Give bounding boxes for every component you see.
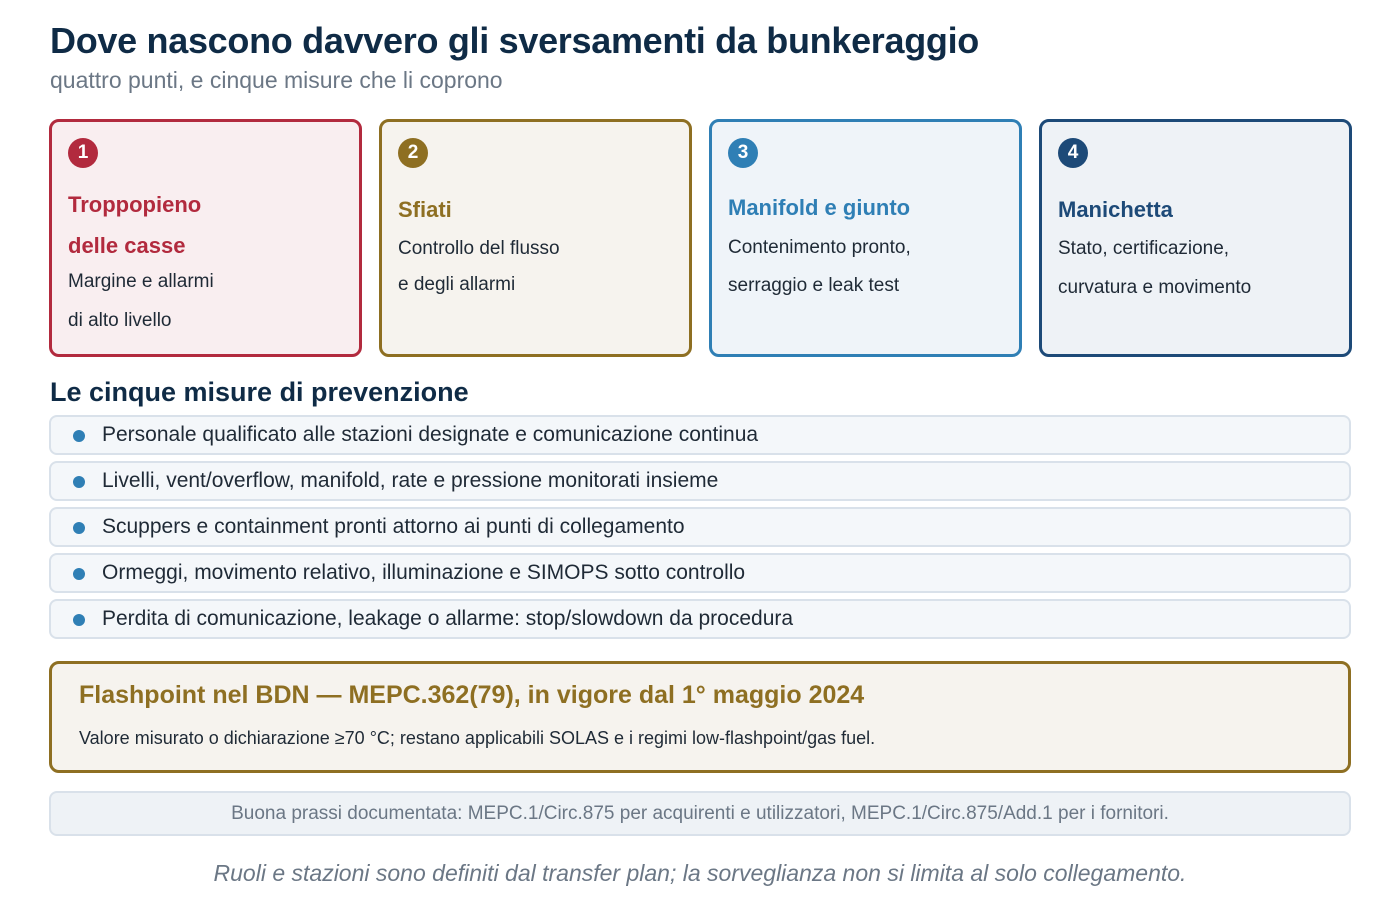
- list-item-text: Personale qualificato alle stazioni designate e comunicazione continua: [102, 423, 759, 446]
- card-text-line1: Contenimento pronto,: [728, 237, 911, 258]
- list-item-text: Ormeggi, movimento relativo, illuminazione e SIMOPS sotto controllo: [102, 561, 746, 584]
- footer-note: Ruoli e stazioni sono definiti dal transfer plan; la sorveglianza non si limita al solo collegamento.: [213, 860, 1187, 886]
- card-text-line1: Margine e allarmi: [68, 271, 214, 292]
- card-title-line1: Manifold e giunto: [728, 195, 911, 220]
- page-title: Dove nascono davvero gli sversamenti da bunkeraggio: [50, 20, 979, 61]
- list-item-text: Scuppers e containment pronti attorno ai punti di collegamento: [102, 515, 685, 538]
- list-item: [49, 461, 1351, 501]
- card-title: [68, 184, 201, 266]
- card-text: [398, 231, 560, 303]
- bullet-dot-icon: [73, 430, 85, 442]
- card-text: [68, 262, 214, 340]
- good-practice-note: Buona prassi documentata: MEPC.1/Circ.875 per acquirenti e utilizzatori, MEPC.1/Circ.875/Add.1 per i fornitori.: [49, 791, 1351, 836]
- card-number-badge: 2: [398, 138, 428, 168]
- card-title-line2: delle casse: [68, 233, 186, 258]
- list-item-text: Perdita di comunicazione, leakage o allarme: stop/slowdown da procedura: [102, 607, 794, 630]
- card-text-line2: serraggio e leak test: [728, 275, 900, 296]
- card-vents: [379, 119, 692, 357]
- card-text-line2: curvatura e movimento: [1058, 277, 1252, 298]
- bullet-dot-icon: [73, 522, 85, 534]
- card-number-badge: 1: [68, 138, 98, 168]
- card-text-line2: e degli allarmi: [398, 274, 516, 295]
- card-title-line1: Sfiati: [398, 197, 452, 222]
- list-item: [49, 553, 1351, 593]
- card-title-line1: Manichetta: [1058, 197, 1173, 222]
- card-tank-overflow: [49, 119, 362, 357]
- list-item: [49, 415, 1351, 455]
- card-title: [1058, 189, 1173, 230]
- card-text-line2: di alto livello: [68, 310, 172, 331]
- card-title-line1: Troppopieno: [68, 192, 202, 217]
- flashpoint-text: Valore misurato o dichiarazione ≥70 °C; restano applicabili SOLAS e i regimi low-flashpoint/gas fuel.: [79, 728, 876, 748]
- card-number-badge: 3: [728, 138, 758, 168]
- card-text: [1058, 229, 1251, 307]
- page-subtitle: quattro punti, e cinque misure che li coprono: [50, 67, 503, 93]
- bullet-dot-icon: [73, 476, 85, 488]
- card-text-line1: Controllo del flusso: [398, 238, 560, 259]
- card-title: [398, 189, 452, 230]
- flashpoint-box: [49, 661, 1351, 773]
- list-item: [49, 599, 1351, 639]
- card-title: [728, 187, 910, 228]
- bullet-dot-icon: [73, 568, 85, 580]
- bullet-dot-icon: [73, 614, 85, 626]
- measures-list: [49, 415, 1351, 645]
- measures-title: Le cinque misure di prevenzione: [50, 377, 469, 407]
- card-hose: [1039, 119, 1352, 357]
- card-number-badge: 4: [1058, 138, 1088, 168]
- list-item-text: Livelli, vent/overflow, manifold, rate e pressione monitorati insieme: [102, 469, 719, 492]
- flashpoint-title: Flashpoint nel BDN — MEPC.362(79), in vigore dal 1° maggio 2024: [79, 681, 865, 709]
- card-manifold: [709, 119, 1022, 357]
- card-text: [728, 229, 911, 305]
- list-item: [49, 507, 1351, 547]
- card-text-line1: Stato, certificazione,: [1058, 238, 1230, 259]
